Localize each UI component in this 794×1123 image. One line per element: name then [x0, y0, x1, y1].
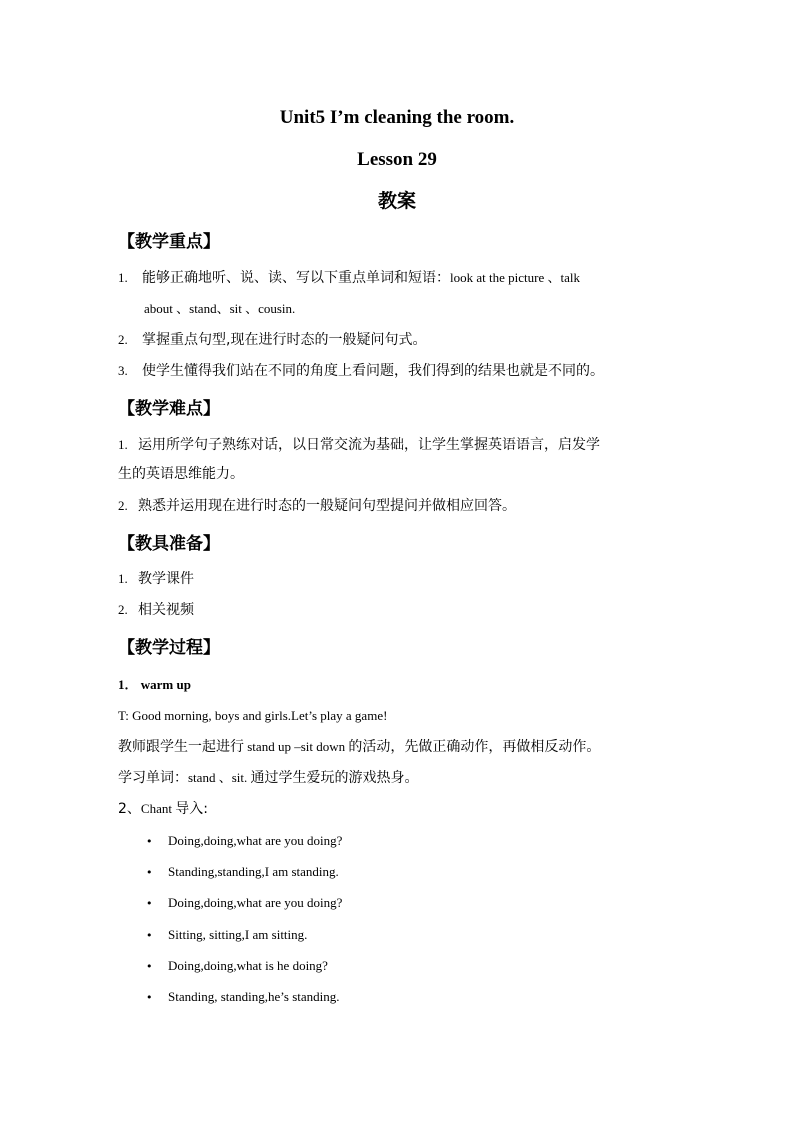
key-point-1: [118, 268, 580, 288]
list-number: 3.: [118, 363, 128, 378]
key-point-2: [118, 330, 426, 350]
chant-line: [146, 987, 340, 1008]
lesson-number: Lesson 29: [357, 149, 437, 170]
step-2-number: 2、: [118, 801, 141, 817]
list-number: 2.: [118, 332, 128, 347]
step-1-vocab-line: [118, 768, 418, 788]
chant-line: [146, 831, 342, 852]
bullet-icon: •: [146, 866, 153, 879]
bullet-icon: •: [146, 929, 153, 942]
document-title: Unit5 I’m cleaning the room.: [279, 107, 515, 128]
chant-text: Doing,doing,what are you doing?: [168, 833, 343, 848]
step-2-intro: 导入:: [175, 801, 208, 817]
chant-text: Doing,doing,what are you doing?: [168, 895, 343, 910]
chant-line: [146, 893, 342, 914]
difficult-point-1: [118, 435, 600, 455]
vocab-note: 通过学生爱玩的游戏热身。: [250, 770, 419, 786]
chant-line: [146, 925, 307, 946]
bullet-icon: •: [146, 835, 153, 848]
list-number: 2.: [118, 602, 128, 617]
key-point-vocab: look at the picture 、talk: [450, 270, 580, 285]
difficult-point-2: [118, 496, 516, 516]
list-number: 1.: [118, 437, 128, 452]
chant-line: [146, 956, 328, 977]
step-2-chant-word: Chant: [140, 801, 176, 816]
step-1-activity-line: [118, 737, 600, 757]
chant-text: Sitting, sitting,I am sitting.: [168, 927, 308, 942]
activity-text: 教师跟学生一起进行: [118, 739, 244, 755]
bullet-icon: •: [146, 897, 153, 910]
step-2-title: [118, 799, 208, 819]
key-point-text: 掌握重点句型,现在进行时态的一般疑问句式。: [142, 332, 427, 348]
difficult-point-text: 熟悉并运用现在进行时态的一般疑问句型提问并做相应回答。: [138, 498, 516, 514]
key-point-text: 能够正确地听、说、读、写以下重点单词和短语：: [142, 270, 450, 286]
list-number: 1.: [118, 270, 128, 285]
key-point-vocab-continued: about 、stand、sit 、cousin.: [144, 301, 296, 316]
material-1: [118, 569, 194, 589]
chant-line: [146, 862, 339, 883]
difficult-point-text: 运用所学句子熟练对话，以日常交流为基础，让学生掌握英语语言，启发学: [138, 437, 600, 453]
material-text: 教学课件: [138, 571, 194, 587]
bullet-icon: •: [146, 991, 153, 1004]
chant-text: Doing,doing,what is he doing?: [168, 958, 328, 973]
list-number: 2.: [118, 498, 128, 513]
key-point-3: [118, 361, 604, 381]
activity-phrase: stand up –sit down: [244, 739, 349, 754]
teacher-greeting: T: Good morning, boys and girls.Let’s play a game!: [118, 708, 388, 723]
activity-text-end: 的活动，先做正确动作，再做相反动作。: [348, 739, 601, 755]
chant-text: Standing,standing,I am standing.: [168, 864, 339, 879]
difficult-points-heading: 【教学难点】: [118, 399, 220, 419]
chant-text: Standing, standing,he’s standing.: [168, 989, 340, 1004]
process-heading: 【教学过程】: [118, 638, 220, 658]
difficult-point-1-continued: [118, 464, 244, 484]
bullet-icon: •: [146, 960, 153, 973]
document-type-title: 教案: [377, 190, 416, 212]
material-text: 相关视频: [138, 602, 194, 618]
materials-heading: 【教具准备】: [118, 534, 220, 554]
material-2: [118, 600, 194, 620]
step-1-title: 1． warm up: [118, 677, 191, 692]
key-points-heading: 【教学重点】: [118, 232, 220, 252]
list-number: 1.: [118, 571, 128, 586]
step-1-teacher-line: [118, 706, 387, 726]
difficult-point-text-continued: 生的英语思维能力。: [118, 466, 244, 482]
vocab-label: 学习单词：: [118, 770, 188, 786]
vocab-words: stand 、sit.: [188, 770, 251, 785]
key-point-1-continued: [144, 299, 295, 319]
key-point-text: 使学生懂得我们站在不同的角度上看问题，我们得到的结果也就是不同的。: [142, 363, 604, 379]
